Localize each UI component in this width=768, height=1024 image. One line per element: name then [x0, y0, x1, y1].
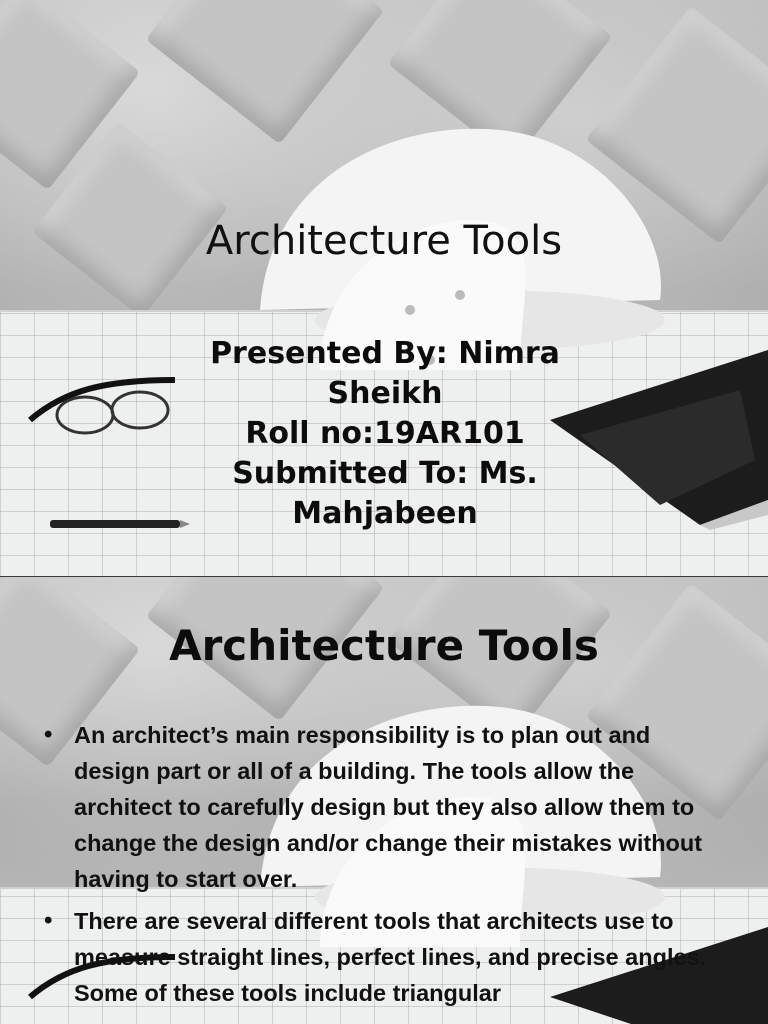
slide-title: Architecture Tools — [169, 621, 599, 670]
bullet-text: An architect’s main responsibility is to plan out and design part or all of a building. The tools allow the architect to carefully design but they also allow them to change the design and/or change their mistakes without having to start over. — [74, 722, 703, 892]
bullet-item — [44, 717, 724, 897]
subtitle-line: Roll no:19AR101 — [245, 416, 525, 451]
subtitle-line: Mahjabeen — [292, 496, 478, 531]
subtitle-line: Sheikh — [327, 376, 443, 411]
slide-title: Architecture Tools — [205, 218, 563, 264]
bullet-marker: • — [44, 721, 53, 748]
subtitle-line: Submitted To: Ms. — [232, 456, 538, 491]
bullet-list — [44, 717, 724, 1017]
bullet-marker: • — [44, 907, 53, 934]
bullet-text: There are several different tools that architects use to measure straight lines, perfect lines, and precise angles. Some of these tools include triangular — [74, 908, 707, 1006]
subtitle-line: Presented By: Nimra — [210, 336, 560, 371]
content-slide — [0, 577, 768, 1024]
glasses-icon — [25, 370, 185, 450]
bullet-item — [44, 903, 724, 1011]
slide-subtitle — [170, 334, 600, 534]
pen-icon — [50, 510, 190, 540]
